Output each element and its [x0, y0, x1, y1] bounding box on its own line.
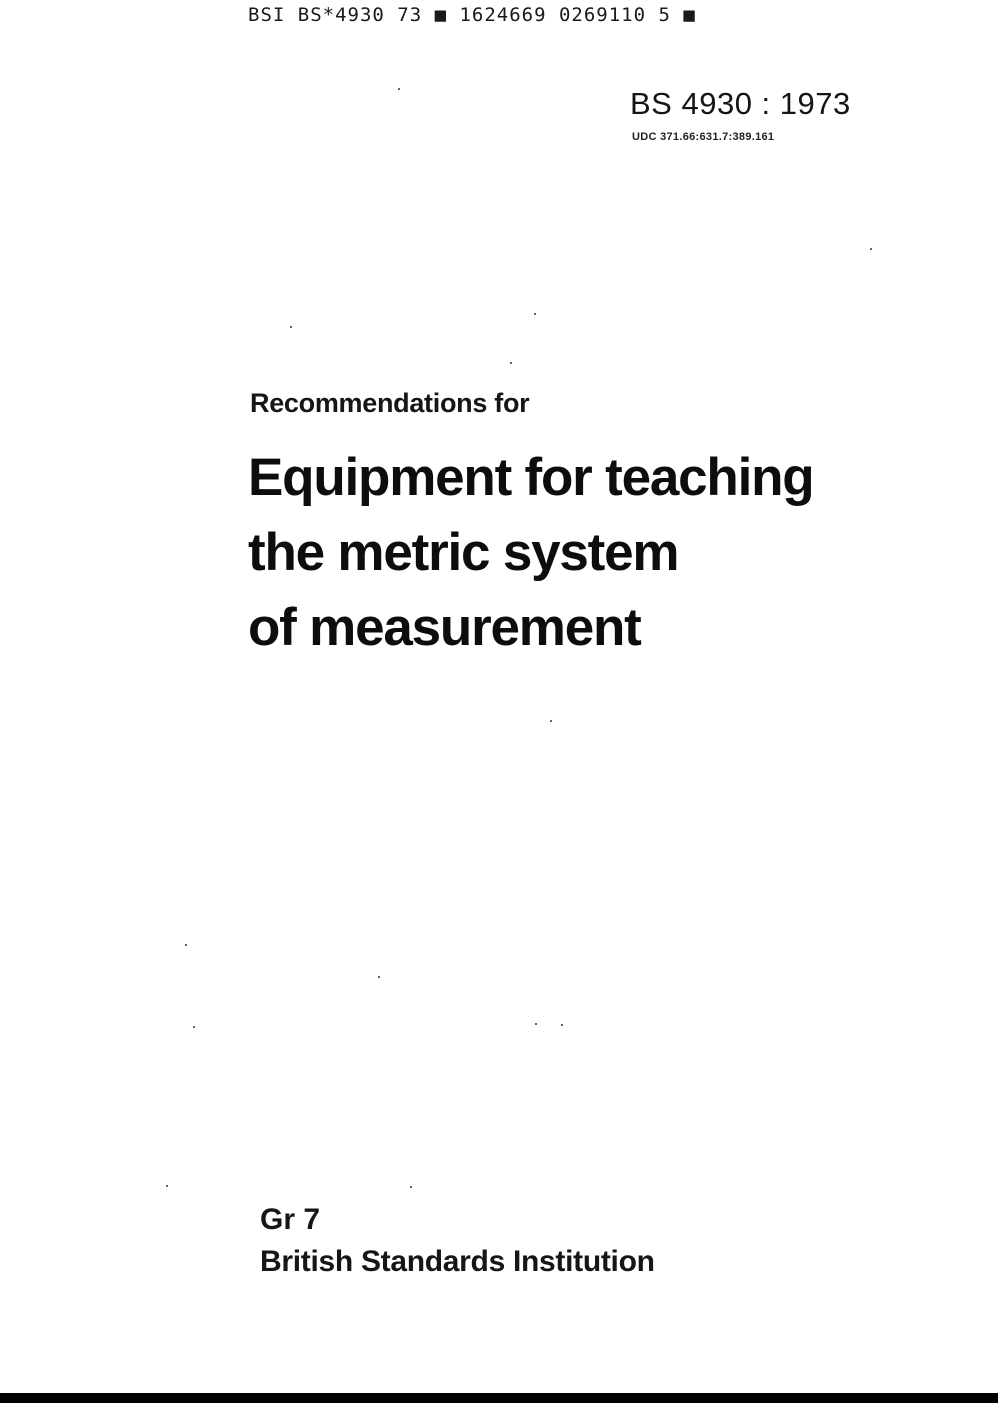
scan-speck	[398, 88, 400, 90]
scan-speck	[535, 1023, 537, 1025]
publisher-name: British Standards Institution	[260, 1245, 655, 1278]
scan-speck	[534, 313, 536, 315]
title-line: the metric system	[248, 523, 679, 582]
scan-bottom-border	[0, 1393, 998, 1403]
scan-speck	[410, 1186, 412, 1188]
scan-speck	[561, 1024, 563, 1026]
document-subtitle: Recommendations for	[250, 388, 530, 418]
scan-speck	[185, 944, 187, 946]
udc-classification: UDC 371.66:631.7:389.161	[632, 131, 775, 143]
scan-speck	[193, 1026, 195, 1028]
price-grade: Gr 7	[260, 1203, 321, 1236]
scan-speck	[166, 1185, 168, 1187]
scan-header-code: BSI BS*4930 73 ■ 1624669 0269110 5 ■	[248, 4, 696, 26]
scan-speck	[378, 976, 380, 978]
scan-speck	[550, 720, 552, 722]
standard-number: BS 4930 : 1973	[630, 86, 851, 121]
title-line: Equipment for teaching	[248, 448, 814, 507]
scan-speck	[510, 362, 512, 364]
title-line: of measurement	[248, 598, 641, 657]
document-title	[248, 440, 908, 665]
scan-speck	[290, 326, 292, 328]
scan-speck	[870, 248, 872, 250]
